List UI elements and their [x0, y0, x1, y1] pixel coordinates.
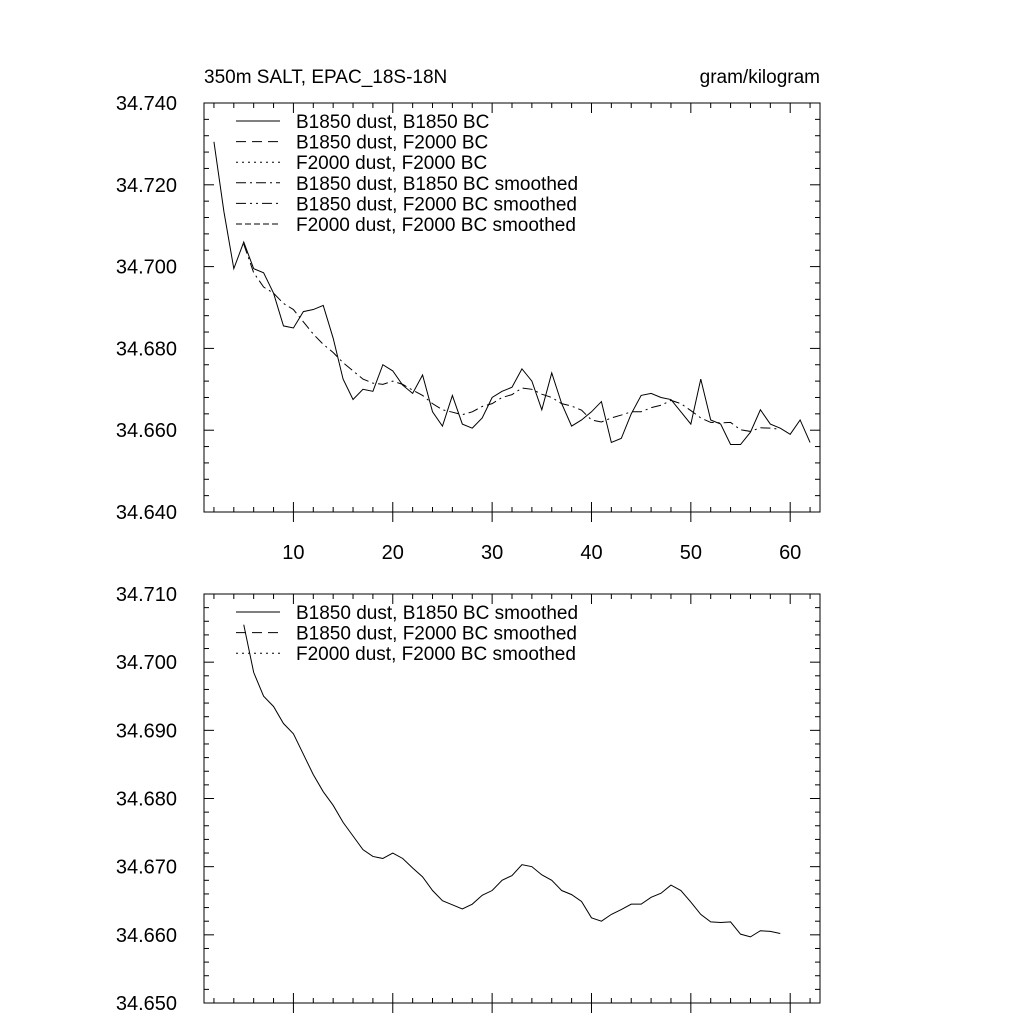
- y-tick-label: 34.680: [115, 338, 177, 361]
- legend-label: B1850 dust, B1850 BC smoothed: [296, 173, 579, 195]
- y-tick-label: 34.700: [115, 256, 177, 279]
- y-tick-label: 34.650: [115, 993, 177, 1015]
- legend-label: F2000 dust, F2000 BC: [296, 153, 488, 175]
- x-tick-label: 40: [580, 542, 603, 564]
- y-tick-label: 34.670: [115, 856, 177, 879]
- x-tick-label: 60: [779, 542, 802, 564]
- chart-units-label: gram/kilogram: [699, 67, 820, 88]
- x-tick-label: 20: [381, 542, 404, 564]
- y-tick-label: 34.640: [115, 502, 177, 524]
- legend-label: B1850 dust, F2000 BC: [296, 132, 489, 154]
- y-tick-label: 34.690: [115, 720, 177, 743]
- y-tick-label: 34.740: [115, 93, 177, 115]
- y-tick-label: 34.720: [115, 174, 177, 197]
- y-tick-label: 34.710: [115, 584, 177, 606]
- y-tick-label: 34.660: [115, 924, 177, 947]
- bottom-plot: [116, 584, 820, 1015]
- legend-label: B1850 dust, B1850 BC: [296, 112, 490, 133]
- x-tick-label: 10: [282, 542, 305, 564]
- top-plot: [116, 93, 820, 564]
- y-tick-label: 34.680: [115, 788, 177, 811]
- legend-label: B1850 dust, F2000 BC smoothed: [296, 623, 577, 645]
- legend-label: B1850 dust, B1850 BC smoothed: [296, 603, 579, 624]
- legend-label: F2000 dust, F2000 BC smoothed: [296, 215, 576, 236]
- y-tick-label: 34.660: [115, 420, 177, 443]
- legend-label: B1850 dust, F2000 BC smoothed: [296, 194, 577, 216]
- legend-label: F2000 dust, F2000 BC smoothed: [296, 644, 576, 666]
- x-tick-label: 50: [679, 542, 702, 564]
- y-tick-label: 34.700: [115, 652, 177, 675]
- x-tick-label: 30: [481, 542, 504, 564]
- series-line: [244, 625, 781, 937]
- chart-title-left: 350m SALT, EPAC_18S-18N: [204, 67, 448, 88]
- series-line: [244, 244, 781, 431]
